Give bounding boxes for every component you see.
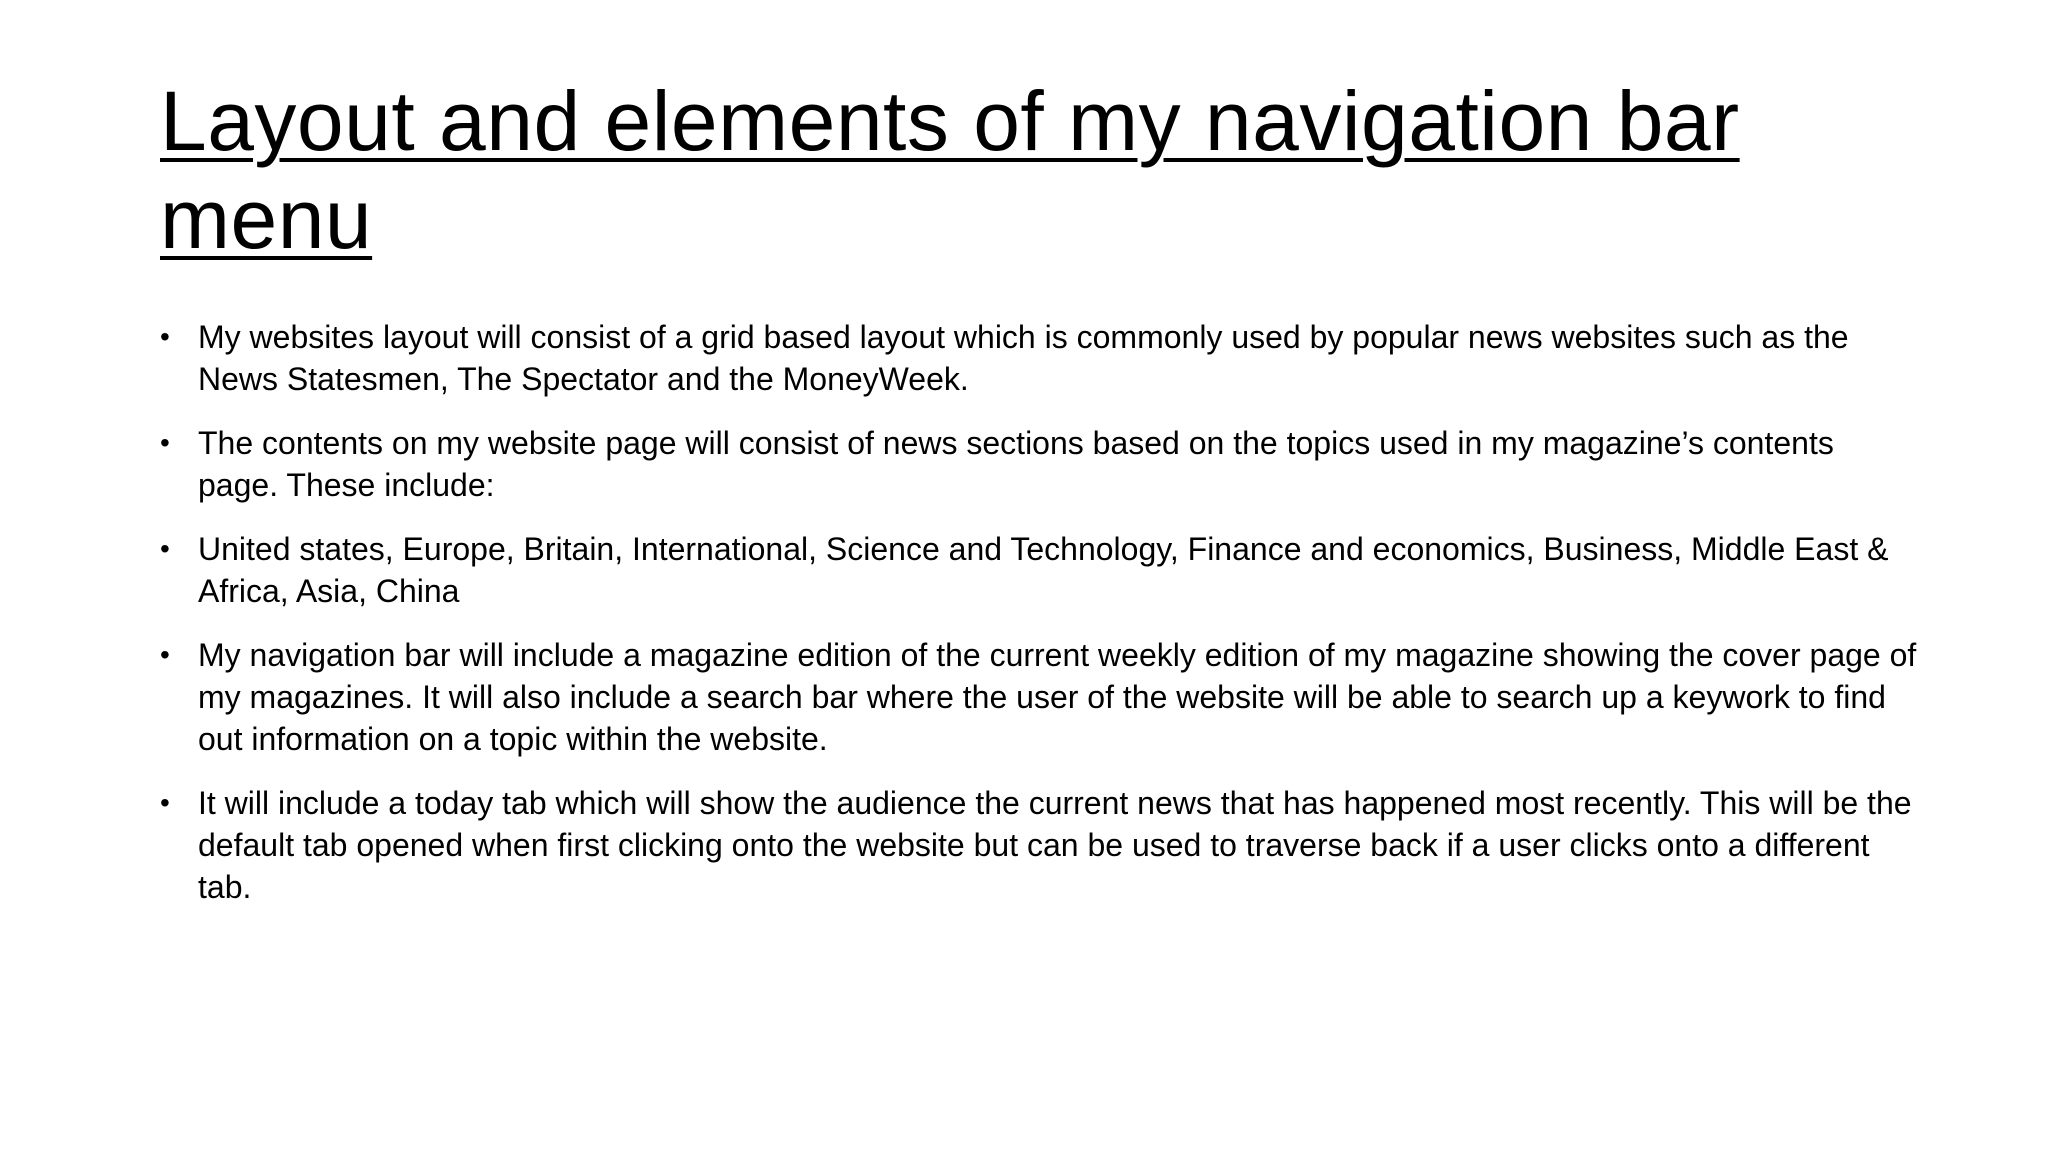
slide-title-text: Layout and elements of my navigation bar menu (160, 74, 1740, 266)
bullet-marker: • (160, 787, 170, 818)
bullet-marker: • (160, 321, 170, 352)
bullet-marker: • (160, 639, 170, 670)
bullet-text: United states, Europe, Britain, International, Science and Technology, Finance and economics, Business, Middle East & Africa, Asia, China (198, 531, 1889, 609)
bullet-marker: • (160, 427, 170, 458)
bullet-text: My navigation bar will include a magazine edition of the current weekly edition of my magazine showing the cover page of my magazines. It will also include a search bar where the user of the website will be able to search up a keywork to find out information on a topic within the website. (198, 637, 1917, 757)
bullet-item-4 (160, 634, 1920, 760)
bullet-item-5 (160, 782, 1920, 908)
bullet-item-1 (160, 316, 1920, 400)
bullet-item-2 (160, 422, 1920, 506)
bullet-item-3 (160, 528, 1920, 612)
bullet-text: My websites layout will consist of a grid based layout which is commonly used by popular news websites such as the News Statesmen, The Spectator and the MoneyWeek. (198, 319, 1849, 397)
bullet-text: The contents on my website page will consist of news sections based on the topics used in my magazine’s contents page. These include: (198, 425, 1834, 503)
bullet-list (160, 316, 1920, 930)
bullet-text: It will include a today tab which will show the audience the current news that has happened most recently. This will be the default tab opened when first clicking onto the website but can be used to traverse back if a user clicks onto a different tab. (198, 785, 1912, 905)
slide-title (160, 72, 1900, 268)
bullet-marker: • (160, 533, 170, 564)
